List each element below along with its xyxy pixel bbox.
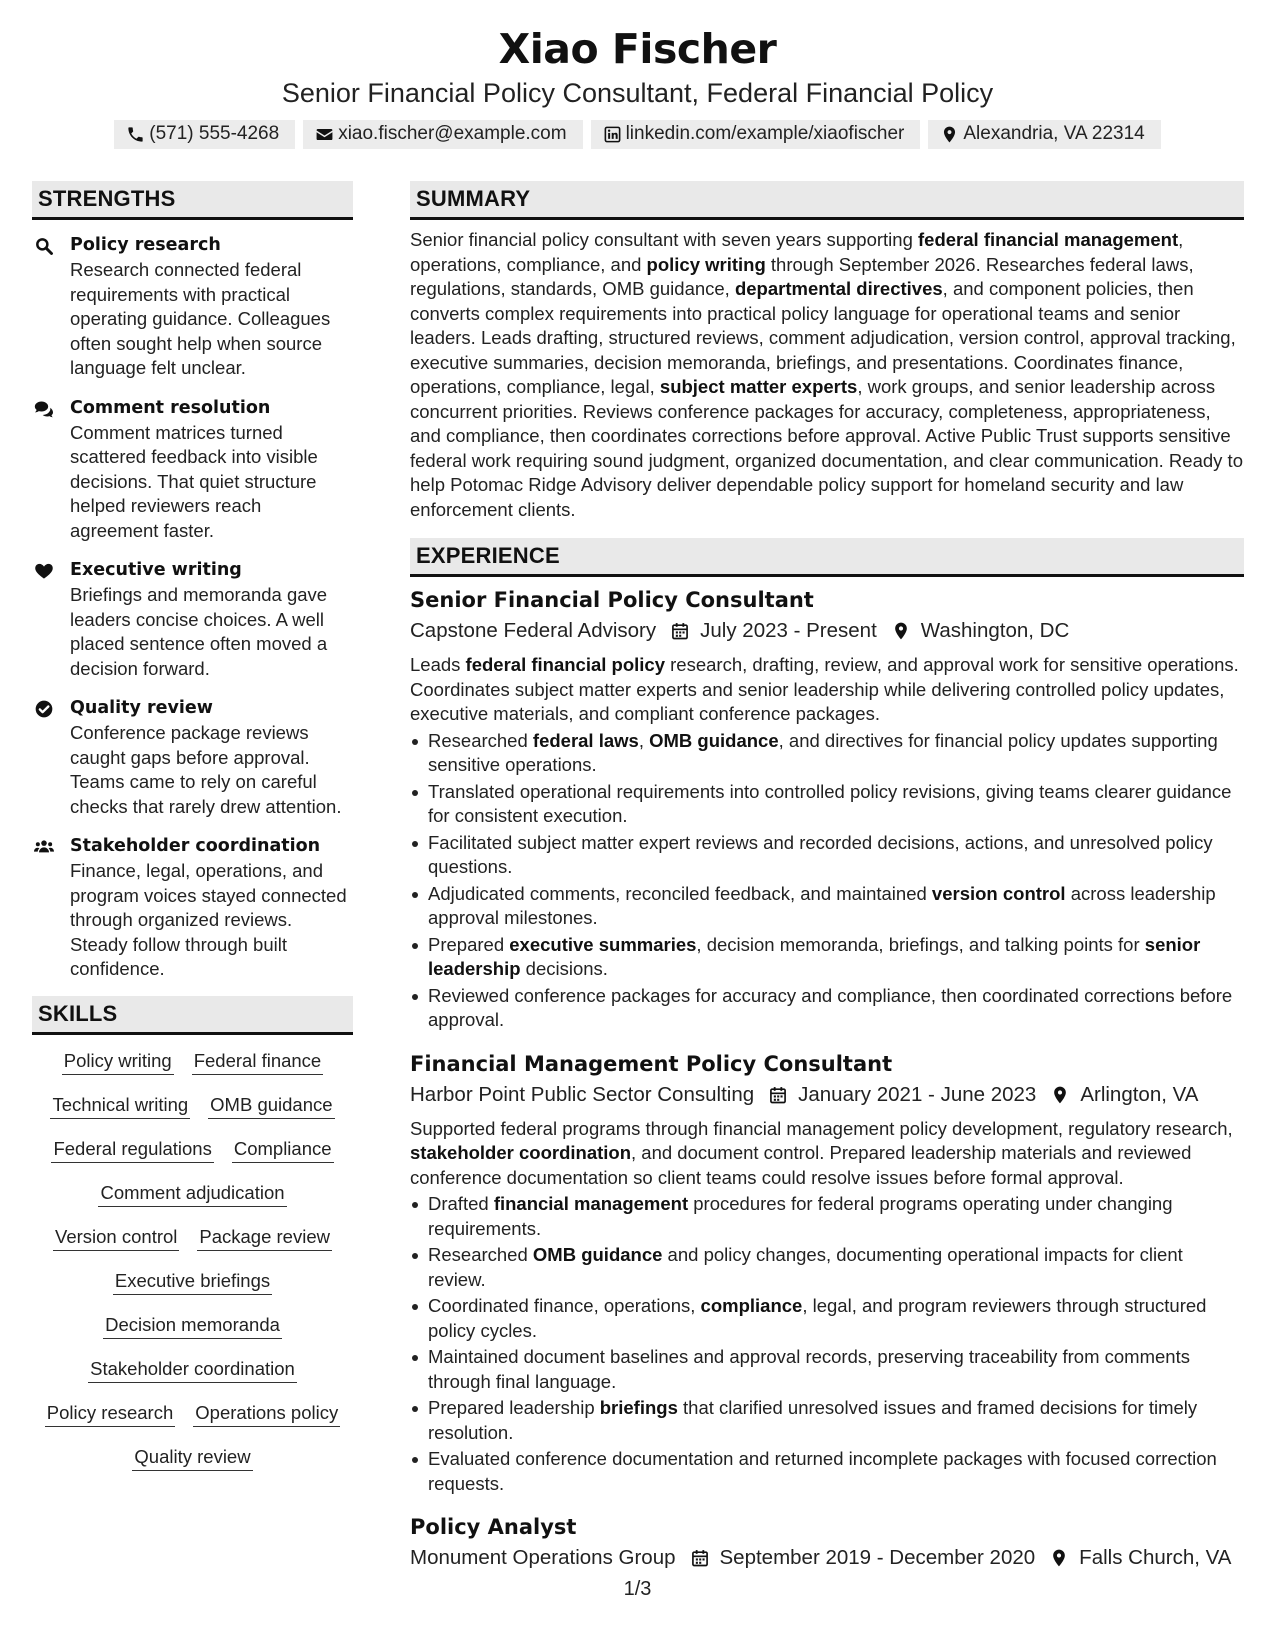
bold-keyword: briefings [599,1397,678,1418]
strength-item [32,557,353,681]
strength-item [32,232,353,381]
strength-desc: Briefings and memoranda gave leaders concise choices. A well placed sentence often moved a decision forward. [70,584,328,679]
contact-location [928,120,1160,149]
bold-keyword: federal financial policy [465,654,665,675]
text-segment: , operations, compliance, and [410,229,1184,275]
bold-keyword: federal financial management [918,229,1179,250]
job-location: Arlington, VA [1080,1082,1199,1106]
experience-list [410,585,1244,1573]
text-segment: , [638,729,650,751]
bold-keyword: financial management [493,1193,689,1214]
text-segment: procedures for federal programs operating under changing requirements. [428,1193,1173,1239]
strength-desc: Research connected federal requirements with practical operating guidance. Colleagues often sought help when source language felt unclear. [70,259,331,378]
job-entry [410,1049,1244,1497]
heart-icon [32,557,70,681]
search-icon [32,232,70,381]
contact-bar [0,120,1275,149]
strength-item [32,695,353,819]
text-segment: Researched [428,1244,533,1265]
bold-keyword: subject matter experts [659,376,858,397]
calendar-icon [656,621,700,641]
job-dates: September 2019 - December 2020 [719,1546,1036,1569]
skills-row [36,1137,349,1163]
job-location: Washington, DC [920,619,1070,642]
skill-tag: Version control [53,1225,179,1251]
bold-keyword: OMB guidance [532,1244,663,1265]
bullet-item [410,1345,1244,1394]
summary-heading: SUMMARY [410,181,1244,220]
job-bullets [410,729,1244,1033]
bold-keyword: version control [931,882,1066,904]
job-meta [410,1543,1244,1573]
location-pin-icon [1036,1085,1080,1105]
text-segment: and policy changes, documenting operational impacts for client review. [428,1244,1183,1290]
text-segment: through September 2026. Researches federal laws, regulations, standards, OMB guidance, [410,253,1194,299]
bold-keyword: senior leadership [428,933,1201,979]
job-title: Financial Management Policy Consultant [410,1051,893,1076]
skills-row [36,1313,349,1339]
location-pin-icon [940,125,959,144]
text-segment: Maintained document baselines and approval records, preserving traceability from comments through final language. [428,1346,1190,1392]
bullet-item [410,729,1244,778]
contact-location-text: Alexandria, VA 22314 [963,123,1145,144]
skills-row [36,1269,349,1295]
skill-tag: Policy research [45,1401,175,1427]
skill-tag: Technical writing [50,1093,190,1119]
text-segment: across leadership approval milestones. [428,882,1216,928]
contact-email[interactable] [303,120,582,149]
candidate-headline: Senior Financial Policy Consultant, Federal Financial Policy [281,78,994,108]
text-segment: , and component policies, then converts complex requirements into practical policy language for operational teams and senior leaders. Leads drafting, structured reviews, comment adjudication, version control, approval tracking, executive summaries, decision memoranda, briefings, and presentations. Coordinates finance, operations, compliance, legal, [410,278,1236,397]
job-company: Monument Operations Group [410,1546,676,1569]
skills-row [36,1357,349,1383]
text-segment: , and document control. Prepared leadership materials and reviewed conference documentation so client teams could resolve issues before formal approval. [410,1142,1192,1188]
job-company: Harbor Point Public Sector Consulting [410,1082,755,1106]
skill-tag: Compliance [232,1137,334,1163]
text-segment: research, drafting, review, and approval work for sensitive operations. Coordinates subject matter experts and senior leadership while delivering controlled policy updates, executive materials, and compliant conference packages. [410,654,1239,724]
bold-keyword: departmental directives [734,278,943,299]
skill-tag: Federal finance [192,1049,324,1075]
text-segment: Prepared [428,933,510,955]
bold-keyword: stakeholder coordination [410,1142,632,1163]
text-segment: Facilitated subject matter expert reviews and recorded decisions, actions, and unresolved policy questions. [428,831,1213,877]
strength-desc: Finance, legal, operations, and program voices stayed connected through organized reviews. Steady follow through built confidence. [70,860,347,979]
strength-title: Stakeholder coordination [70,836,321,856]
job-description [410,1117,1244,1191]
job-dates: January 2021 - June 2023 [798,1082,1037,1106]
contact-phone[interactable] [114,120,295,149]
skill-tag: Executive briefings [113,1269,272,1295]
text-segment: decisions. [520,958,608,979]
resume-header [0,0,1275,149]
text-segment: Supported federal programs through financial management policy development, regulatory research, [410,1117,1233,1139]
calendar-icon [754,1085,798,1105]
job-title: Senior Financial Policy Consultant [410,588,814,612]
skill-tag: Package review [197,1225,332,1251]
job-dates: July 2023 - Present [700,619,877,642]
skill-tag: Operations policy [193,1401,340,1427]
text-segment: Drafted [428,1193,494,1214]
bold-keyword: federal laws [532,729,639,751]
job-description [410,653,1244,727]
text-segment: Leads [410,654,466,675]
skills-heading: SKILLS [32,996,353,1035]
text-segment: Researched [428,729,533,751]
users-icon [32,833,70,982]
location-pin-icon [1035,1548,1079,1568]
job-title: Policy Analyst [410,1515,577,1539]
summary-text [410,228,1244,522]
skills-list [32,1049,353,1471]
text-segment: Adjudicated comments, reconciled feedback, and maintained [428,882,932,904]
check-circle-icon [32,695,70,819]
bold-keyword: compliance [700,1295,803,1316]
page-number: 1/3 [623,1578,652,1600]
contact-linkedin[interactable] [591,120,921,149]
bullet-item [410,831,1244,880]
skill-tag: Policy writing [62,1049,174,1075]
skills-row [36,1401,349,1427]
candidate-name: Xiao Fischer [498,25,777,73]
calendar-icon [676,1548,720,1568]
envelope-icon [315,125,334,144]
skills-row [36,1225,349,1251]
text-segment: Translated operational requirements into controlled policy revisions, giving teams clearer guidance for consistent execution. [428,780,1232,826]
skill-tag: Federal regulations [51,1137,213,1163]
bullet-item [410,1294,1244,1343]
strength-item [32,833,353,982]
bullet-item [410,1192,1244,1241]
bullet-item [410,1447,1244,1496]
bullet-item [410,933,1244,982]
job-entry [410,585,1244,1033]
text-segment: Coordinated finance, operations, [428,1295,701,1316]
text-segment: Reviewed conference packages for accuracy and compliance, then coordinated corrections before approval. [428,984,1233,1030]
experience-heading: EXPERIENCE [410,538,1244,577]
bullet-item [410,1243,1244,1292]
strength-desc: Conference package reviews caught gaps before approval. Teams came to rely on careful checks that rarely drew attention. [70,722,342,817]
text-segment: Senior financial policy consultant with seven years supporting [410,229,919,250]
location-pin-icon [877,621,921,641]
skill-tag: Decision memoranda [103,1313,282,1339]
bullet-item [410,882,1244,931]
text-segment: Prepared leadership [428,1397,600,1418]
skills-row [36,1445,349,1471]
skills-row [36,1181,349,1207]
linkedin-icon [603,125,622,144]
bullet-item [410,1396,1244,1445]
strengths-heading: STRENGTHS [32,181,353,220]
strength-desc: Comment matrices turned scattered feedback into visible decisions. That quiet structure helped reviewers reach agreement faster. [70,421,318,541]
job-entry [410,1512,1244,1573]
phone-icon [126,125,145,144]
bold-keyword: executive summaries [509,933,697,955]
text-segment: that clarified unresolved issues and framed decisions for timely resolution. [428,1397,1198,1443]
strengths-list [32,232,353,982]
strength-title: Comment resolution [70,397,271,418]
bold-keyword: policy writing [646,253,766,275]
job-location: Falls Church, VA [1079,1546,1232,1569]
strength-title: Policy research [70,235,221,255]
text-segment: , decision memoranda, briefings, and talking points for [696,933,1145,955]
skill-tag: OMB guidance [208,1093,334,1119]
skills-row [36,1093,349,1119]
contact-phone-text: (571) 555-4268 [149,123,280,144]
job-meta [410,1080,1244,1110]
skill-tag: Comment adjudication [98,1181,286,1207]
strength-title: Quality review [70,698,213,718]
job-meta [410,616,1244,646]
contact-linkedin-text: linkedin.com/example/xiaofischer [625,123,905,144]
text-segment: , and directives for financial policy updates supporting sensitive operations. [428,729,1218,775]
right-column [410,181,1244,1573]
text-segment: Evaluated conference documentation and returned incomplete packages with focused correction requests. [428,1448,1217,1494]
contact-email-text: xiao.fischer@example.com [338,123,567,144]
skills-row [36,1049,349,1075]
text-segment: , legal, and program reviewers through structured policy cycles. [428,1295,1207,1341]
bullet-item [410,984,1244,1033]
bold-keyword: OMB guidance [649,729,779,751]
job-company: Capstone Federal Advisory [410,619,657,642]
text-segment: , work groups, and senior leadership across concurrent priorities. Reviews conference packages for accuracy, completeness, appropriateness, and compliance, then coordinates corrections before approval. Active Public Trust supports sensitive federal work requiring sound judgment, organized documentation, and clear communication. Ready to help Potomac Ridge Advisory deliver dependable policy support for homeland security and law enforcement clients. [410,376,1243,520]
strength-title: Executive writing [70,560,242,580]
comments-icon [32,395,70,544]
skill-tag: Quality review [132,1445,252,1471]
strength-item [32,395,353,544]
skill-tag: Stakeholder coordination [88,1357,297,1383]
job-bullets [410,1192,1244,1496]
left-column [32,181,353,1471]
bullet-item [410,780,1244,829]
